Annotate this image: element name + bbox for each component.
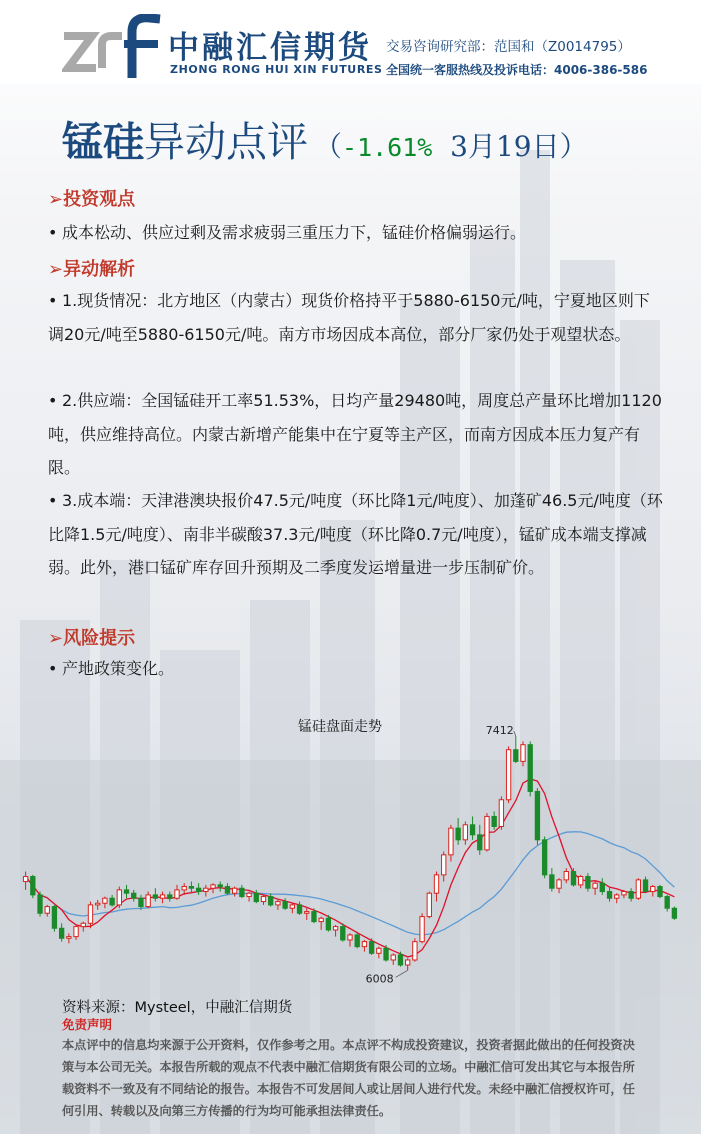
candle-body [182,887,186,890]
candle [442,851,446,881]
report-title [62,109,588,168]
bullet-dot: • [48,491,58,510]
candle-body [542,840,546,875]
candle-body [521,745,525,762]
candle-body [348,935,352,940]
disclaimer-text: 本点评中的信息均来源于公开资料，仅作参考之用。本点评不构成投资建议，投资者据此做出的任何投资决策与本公司无关。本报告所载的观点不代表中融汇信期货有限公司的立场。中融汇信可发出其它与本报告所载资料不一致及有不同结论的报告。本报告不可发居间人或让居间人进行代发。未经中融汇信授权许可，任何引用、转载以及向第三方传播的行为均可能承担法律责任。 [62,1038,635,1118]
candle-body [319,918,323,921]
candle [413,938,417,961]
candle [362,940,366,952]
candle-body [672,908,676,918]
candle [557,878,561,893]
candle-body [45,907,49,914]
candle-body [449,828,453,855]
section-heading-view: ➢投资观点 [48,189,136,210]
title-type: 异动点评 [144,118,308,166]
candle-body [355,935,359,947]
candle [333,925,337,937]
candle-body [362,942,366,947]
candle-body [297,905,301,913]
candle [261,895,265,905]
candle [23,872,27,890]
list-item-text: 产地政策变化。 [62,659,175,678]
candle-body [571,872,575,885]
candle-body [369,942,373,954]
price-annotation: 6008 [365,972,394,986]
candle [478,825,482,855]
candle [564,868,568,883]
candle-body [276,902,280,905]
candle-body [160,895,164,898]
candle-body [463,825,467,840]
candle-body [139,898,143,906]
candle [391,953,395,965]
candle-body [283,902,287,909]
candle [593,882,597,895]
candle-body [600,883,604,891]
candle [463,821,467,844]
analyst-contact: 交易咨询研究部：范国和（Z0014795） [386,39,631,55]
candle-body [665,897,669,909]
disclaimer-heading: 免责声明 [62,1017,113,1032]
candle [38,892,42,917]
candle-body [651,887,655,892]
candle-body [564,872,568,880]
candle [492,811,496,829]
list-item-text: 3.成本端：天津港澳块报价47.5元/吨度（环比降1元/吨度）、加蓬矿46.5元/吨度（环比降1.5元/吨度）、南非半碳酸37.3元/吨度（环比降0.7元/吨度），锰矿成本端支撑减弱。此外，港口锰矿库存回升预期及二季度发运增量进一步压制矿价。 [48,491,663,577]
candle [218,882,222,892]
list-item [48,484,663,585]
hotline-contact: 全国统一客服热线及投诉电话：4006-386-586 [386,63,648,77]
candle [672,907,676,920]
candle [550,868,554,891]
candle [406,958,410,970]
candle-body [377,948,381,953]
candle-body [59,928,63,938]
candle [88,902,92,929]
candle [31,875,35,898]
candle [456,818,460,845]
list-item [48,384,663,485]
candle-body [103,898,107,903]
candle-body [96,903,100,905]
data-source: 资料来源：Mysteel，中融汇信期货 [62,1000,293,1016]
candle-body [499,800,503,827]
candle-body [146,895,150,907]
list-item [48,216,663,250]
bullet-dot: • [48,223,58,242]
candle-body [204,888,208,891]
candle [124,885,128,898]
candle [196,883,200,895]
candle-body [607,892,611,899]
candle-body [615,895,619,898]
section-heading-risk: ➢风险提示 [48,628,136,649]
candle [160,892,164,904]
candle-body [434,875,438,893]
list-item-text: 2.供应端：全国锰硅开工率51.53%，日均产量29480吨，周度总产量环比增加1120吨，供应维持高位。内蒙古新增产能集中在宁夏等主产区，而南方因成本压力复产有限。 [48,391,662,477]
candle-body [550,875,554,888]
candle-body [528,745,532,792]
candle-body [74,927,78,937]
title-meta [314,130,588,163]
candle-body [384,948,388,960]
candle-body [586,877,590,889]
candle-body [492,816,496,826]
candle [269,893,273,906]
price-candlestick-chart [14,712,686,992]
moving-average-long-line [26,832,675,935]
report-header [0,0,701,84]
candle-body [225,887,229,894]
candle [629,888,633,901]
candle-body [427,893,431,916]
candle-body [333,927,337,930]
bullet-dot: • [48,391,58,410]
bullet-dot: • [48,291,58,310]
candle-body [420,917,424,942]
candle-body [218,885,222,887]
candle-body [110,898,114,905]
candle [175,885,179,900]
candle-body [470,825,474,835]
candle-body [398,955,402,965]
moving-average-short-line [26,779,675,957]
candle-body [579,877,583,885]
candle [67,933,71,943]
chart-title: 锰硅盘面走势 [298,719,382,735]
candle [521,741,525,766]
candle [636,878,640,900]
candle-body [622,892,626,895]
candle [254,890,258,903]
price-annotation: 7412 [485,724,514,738]
candle-body [442,855,446,875]
candle [427,892,431,919]
candle-body [305,912,309,914]
candle-body [593,883,597,888]
candle [146,892,150,909]
section-heading-analysis: ➢异动解析 [48,259,136,280]
candle [449,825,453,862]
candle-body [132,893,136,898]
candle [643,877,647,894]
candle [420,913,424,943]
candle-body [269,897,273,905]
candle [615,893,619,903]
candle-body [485,816,489,849]
candle-body [211,885,215,888]
candle-body [81,923,85,926]
candle [132,890,136,902]
list-item [48,284,663,351]
candle-body [88,905,92,923]
candle-body [535,791,539,839]
candle [117,887,121,909]
company-name-en: ZHONG RONG HUI XIN FUTURES [170,63,383,76]
candle [586,873,590,891]
candle-body [629,892,633,899]
annotation-leader [514,731,516,736]
bullet-dot: • [48,659,58,678]
candle [651,885,655,897]
candle-body [636,880,640,898]
candle [377,947,381,959]
candle [658,885,662,898]
price-change: -1.61% [342,133,433,162]
candle-body [254,893,258,901]
company-logo-icon [62,14,162,78]
candle [348,933,352,946]
candle-body [189,887,193,889]
candle [81,922,85,932]
candle-body [643,880,647,892]
candle-body [23,877,27,882]
candle-body [261,897,265,902]
list-item [48,652,663,686]
title-product: 锰硅 [62,118,144,166]
candle-body [232,888,236,893]
candle [225,883,229,895]
annotation-leader [396,970,408,977]
candle-body [312,912,316,922]
candle [96,900,100,910]
candle [319,917,323,930]
candle [276,900,280,910]
candle [45,905,49,917]
candle [600,878,604,895]
candle-body [341,927,345,940]
candle [52,905,56,932]
title-spacer [432,130,450,163]
candle-body [290,905,294,908]
candle-body [168,895,172,898]
candle [665,895,669,912]
candle [305,908,309,920]
candle-body [326,918,330,930]
candle-body [31,877,35,895]
candle-body [478,835,482,850]
candle-body [658,887,662,897]
candle-body [557,880,561,888]
candle [514,736,518,763]
candle-body [196,888,200,891]
candle [189,882,193,894]
candle [542,836,546,878]
candle [103,897,107,909]
candle [485,813,489,851]
candle [74,925,78,940]
candle-body [391,955,395,960]
candle [110,895,114,907]
candle [211,883,215,893]
candle [499,796,503,829]
candle-body [247,893,251,896]
candle-body [240,888,244,896]
candle [168,892,172,902]
candle [59,923,63,941]
candle [607,887,611,902]
candle-body [506,750,510,800]
candle [290,903,294,913]
candle [153,888,157,901]
list-item-text: 1.现货情况：北方地区（内蒙古）现货价格持平于5880-6150元/吨，宁夏地区则下调20元/吨至5880-6150元/吨。南方市场因成本高位，部分厂家仍处于观望状态。 [48,291,650,344]
candle-body [52,907,56,929]
candle-body [67,937,71,939]
candle-body [153,895,157,898]
candle [204,885,208,897]
candle [535,788,539,845]
candle [506,746,510,803]
candle-body [175,890,179,898]
candle-body [413,942,417,960]
candle [470,816,474,839]
candle-body [514,750,518,762]
candle [240,885,244,898]
title-paren: （ [314,130,343,163]
candle [297,902,301,915]
candle-body [124,890,128,893]
candle-body [117,890,121,905]
candle [247,892,251,902]
candle [434,872,438,902]
candle [232,887,236,897]
candle-body [456,828,460,840]
list-item-text: 成本松动、供应过剩及需求疲弱三重压力下，锰硅价格偏弱运行。 [62,223,527,242]
candle-body [406,960,410,965]
candle [528,741,532,796]
report-date: 3月19日） [450,130,588,163]
candle [579,875,583,888]
candle [622,890,626,898]
company-name-cn: 中融汇信期货 [168,30,372,66]
candle-body [38,895,42,913]
